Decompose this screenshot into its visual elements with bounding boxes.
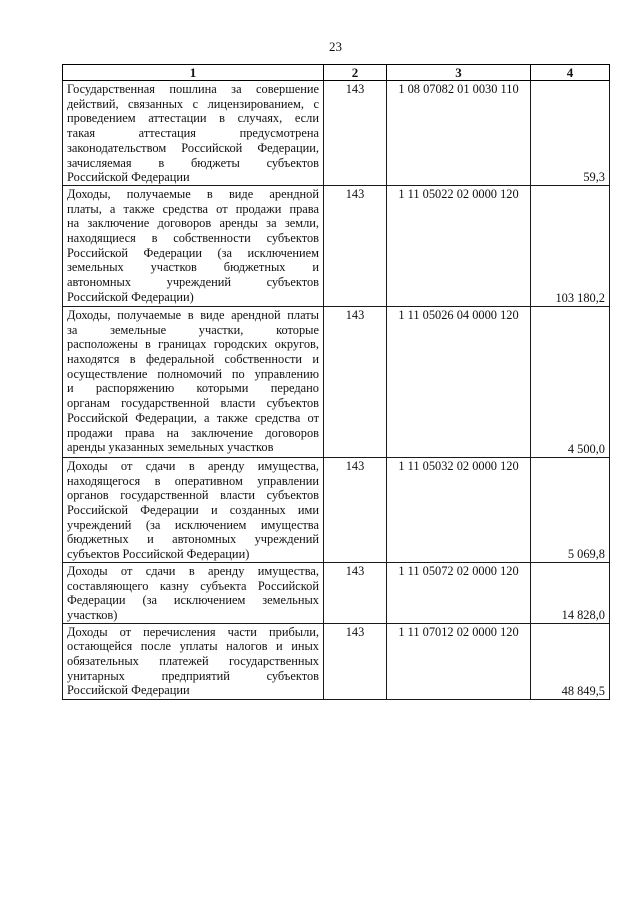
kbk-code-cell: 1 08 07082 01 0030 110 xyxy=(387,81,531,186)
admin-code-cell: 143 xyxy=(324,457,387,562)
description-cell xyxy=(63,457,324,562)
kbk-code-cell: 1 11 05072 02 0000 120 xyxy=(387,562,531,623)
header-col-4: 4 xyxy=(531,65,610,81)
table-row xyxy=(63,81,610,186)
kbk-code-cell: 1 11 05022 02 0000 120 xyxy=(387,185,531,306)
description-line: участков) xyxy=(67,607,118,622)
description-line: остающейся после уплаты налогов и иных xyxy=(67,639,319,654)
description-line: действий, связанных с лицензированием, с xyxy=(67,96,319,111)
description-line: зачисляемая в бюджеты субъектов xyxy=(67,155,319,170)
kbk-code-cell: 1 11 05026 04 0000 120 xyxy=(387,306,531,457)
description-cell xyxy=(63,81,324,186)
description-line: бюджетных и автономных учреждений xyxy=(67,532,319,547)
description-line: автономных учреждений субъектов xyxy=(67,275,319,290)
header-col-3: 3 xyxy=(387,65,531,81)
description-line: Доходы от перечисления части прибыли, xyxy=(67,624,319,639)
admin-code-cell: 143 xyxy=(324,185,387,306)
description-line: платы, а также средства от продажи права xyxy=(67,201,319,216)
table-row xyxy=(63,306,610,457)
description-line: Доходы от сдачи в аренду имущества, xyxy=(67,458,319,473)
admin-code-cell: 143 xyxy=(324,623,387,699)
amount-cell: 103 180,2 xyxy=(531,185,610,306)
description-line: унитарных предприятий субъектов xyxy=(67,668,319,683)
description-line: расположены в границах городских округов, xyxy=(67,337,319,352)
description-line: находящиеся в собственности субъектов xyxy=(67,231,319,246)
kbk-code-cell: 1 11 05032 02 0000 120 xyxy=(387,457,531,562)
page-number: 23 xyxy=(329,39,342,54)
table-row xyxy=(63,623,610,699)
description-line: органам государственной власти субъектов xyxy=(67,396,319,411)
description-line: обязательных платежей государственных xyxy=(67,654,319,669)
description-line: Российской Федерации xyxy=(67,683,190,698)
description-line: субъектов Российской Федерации) xyxy=(67,547,250,562)
description-line: учреждений (за исключением имущества xyxy=(67,517,319,532)
revenue-table xyxy=(62,64,610,700)
description-line: такая аттестация предусмотрена xyxy=(67,126,319,141)
description-line: продажи права на заключение договоров xyxy=(67,425,319,440)
description-line: законодательством Российской Федерации, xyxy=(67,140,319,155)
description-line: аренды указанных земельных участков xyxy=(67,440,274,455)
description-cell xyxy=(63,623,324,699)
description-line: Доходы, получаемые в виде арендной xyxy=(67,186,319,201)
amount-cell: 59,3 xyxy=(531,81,610,186)
header-row xyxy=(63,65,610,81)
amount-cell: 14 828,0 xyxy=(531,562,610,623)
header-col-1: 1 xyxy=(63,65,324,81)
description-line: органов государственной власти субъектов xyxy=(67,488,319,503)
description-line: Доходы от сдачи в аренду имущества, xyxy=(67,563,319,578)
description-line: Российской Федерации) xyxy=(67,289,194,304)
admin-code-cell: 143 xyxy=(324,562,387,623)
description-cell xyxy=(63,185,324,306)
description-line: осуществление полномочий по управлению xyxy=(67,366,319,381)
table-row xyxy=(63,185,610,306)
description-cell xyxy=(63,306,324,457)
description-line: проведением аттестации в случаях, если xyxy=(67,111,319,126)
description-line: земельных участков бюджетных и xyxy=(67,260,319,275)
description-cell xyxy=(63,562,324,623)
table-row xyxy=(63,562,610,623)
description-line: Доходы, получаемые в виде арендной платы xyxy=(67,307,319,322)
amount-cell: 48 849,5 xyxy=(531,623,610,699)
table-row xyxy=(63,457,610,562)
amount-cell: 5 069,8 xyxy=(531,457,610,562)
amount-cell: 4 500,0 xyxy=(531,306,610,457)
kbk-code-cell: 1 11 07012 02 0000 120 xyxy=(387,623,531,699)
table-body xyxy=(63,81,610,700)
description-line: Федерации (за исключением земельных xyxy=(67,593,319,608)
description-line: Российской Федерации и созданных ими xyxy=(67,503,319,518)
description-line: Российской Федерации xyxy=(67,170,190,185)
description-line: на заключение договоров аренды за земли, xyxy=(67,216,319,231)
admin-code-cell: 143 xyxy=(324,81,387,186)
table-header xyxy=(63,65,610,81)
description-line: находятся в федеральной собственности и xyxy=(67,352,319,367)
description-line: Российской Федерации (за исключением xyxy=(67,245,319,260)
header-col-2: 2 xyxy=(324,65,387,81)
description-line: составляющего казну субъекта Российской xyxy=(67,578,319,593)
description-line: находящегося в оперативном управлении xyxy=(67,473,319,488)
admin-code-cell: 143 xyxy=(324,306,387,457)
description-line: и распоряжению которыми передано xyxy=(67,381,319,396)
description-line: за земельные участки, которые xyxy=(67,322,319,337)
description-line: Государственная пошлина за совершение xyxy=(67,82,319,96)
description-line: Российской Федерации, а также средства от xyxy=(67,410,319,425)
